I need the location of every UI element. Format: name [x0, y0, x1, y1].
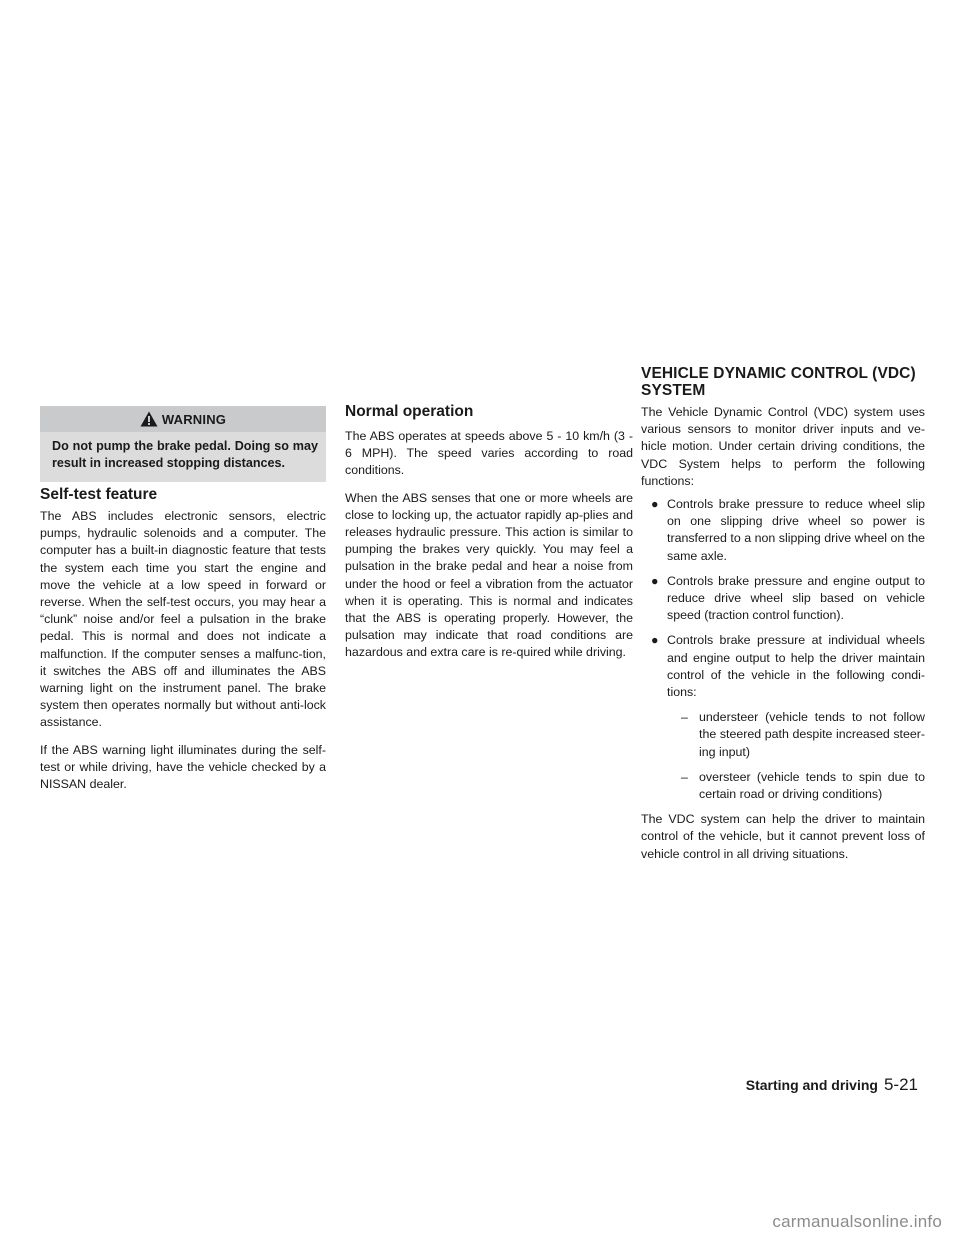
footer-section-label: Starting and driving — [745, 1077, 878, 1093]
bullet-icon: ● — [651, 497, 659, 512]
list-item-text: Controls brake pressure at individual wheels and engine output to help the driver maintain control of the vehicle in the following condi-tions: — [667, 633, 925, 700]
sub-list-item — [667, 709, 925, 761]
warning-text: Do not pump the brake pedal. Doing so may result in increased stopping distances. — [52, 439, 318, 470]
page-footer — [746, 1075, 918, 1095]
page-number: 5-21 — [883, 1075, 918, 1094]
vdc-section-title — [641, 365, 941, 399]
list-item-text: Controls brake pressure to reduce wheel slip on one slipping drive wheel so power is transferred to a non slipping drive wheel on the same axle. — [667, 497, 925, 563]
warning-triangle-icon — [140, 411, 158, 427]
list-item — [641, 632, 925, 803]
vdc-intro: The Vehicle Dynamic Control (VDC) system uses various sensors to monitor driver inputs and ve-hicle motion. Under certain driving conditions, the VDC System helps to perform the following functions: — [641, 405, 925, 488]
vdc-function-list — [641, 496, 925, 803]
dash-icon: – — [681, 769, 688, 784]
list-item — [641, 496, 925, 565]
self-test-paragraph-1: The ABS includes electronic sensors, electric pumps, hydraulic solenoids and a computer. The computer has a built-in diagnostic feature that tests the system each time you start the engine and move the vehicle at a low speed in forward or reverse. When the self-test occurs, you may hear a “clunk” noise and/or feel a pulsation in the brake pedal. This is normal and does not indicate a malfunction. If the computer senses a malfunc-tion, it switches the ABS off and illuminates the ABS warning light on the instrument panel. The brake system then operates normally but without anti-lock assistance. — [40, 509, 326, 730]
self-test-heading: Self-test feature — [40, 486, 158, 503]
sub-list-item-text: understeer (vehicle tends to not follow the steered path despite increased steer-ing input) — [699, 710, 925, 759]
bullet-icon: ● — [651, 573, 659, 588]
sub-list-item-text: oversteer (vehicle tends to spin due to certain road or driving conditions) — [699, 769, 925, 802]
normal-operation-section — [345, 428, 633, 662]
bullet-icon: ● — [651, 633, 659, 648]
vdc-title-line-2: SYSTEM — [641, 381, 706, 399]
watermark: carmanualsonline.info — [772, 1212, 942, 1231]
list-item — [641, 573, 925, 625]
dash-icon: – — [681, 710, 688, 725]
warning-header — [40, 406, 326, 432]
list-item-text: Controls brake pressure and engine output to reduce drive wheel slip based on vehicle speed (traction control function). — [667, 573, 925, 623]
vdc-closing-paragraph: The VDC system can help the driver to maintain control of the vehicle, but it cannot prevent loss of vehicle control in all driving situations. — [641, 812, 925, 861]
vdc-section — [641, 404, 925, 863]
normal-operation-heading: Normal operation — [345, 403, 474, 420]
self-test-section — [40, 508, 326, 793]
vdc-title-line-1: VEHICLE DYNAMIC CONTROL (VDC) — [641, 364, 916, 382]
self-test-paragraph-2: If the ABS warning light illuminates during the self-test or while driving, have the vehicle checked by a NISSAN dealer. — [40, 742, 326, 792]
warning-label: WARNING — [161, 411, 227, 427]
normal-operation-paragraph-2: When the ABS senses that one or more wheels are close to locking up, the actuator rapidly ap-plies and releases hydraulic pressure. This action is similar to pumping the brakes very quickly. You may feel a pulsation in the brake pedal and hear a noise from under the hood or feel a vibration from the actuator when it is operating. This is normal and indicates that the ABS is operating properly. However, the pulsation may indicate that road conditions are hazardous and extra care is re-quired while driving. — [345, 490, 633, 660]
normal-operation-paragraph-1: The ABS operates at speeds above 5 - 10 km/h (3 - 6 MPH). The speed varies according to road conditions. — [345, 429, 633, 478]
sub-list-item — [667, 769, 925, 803]
